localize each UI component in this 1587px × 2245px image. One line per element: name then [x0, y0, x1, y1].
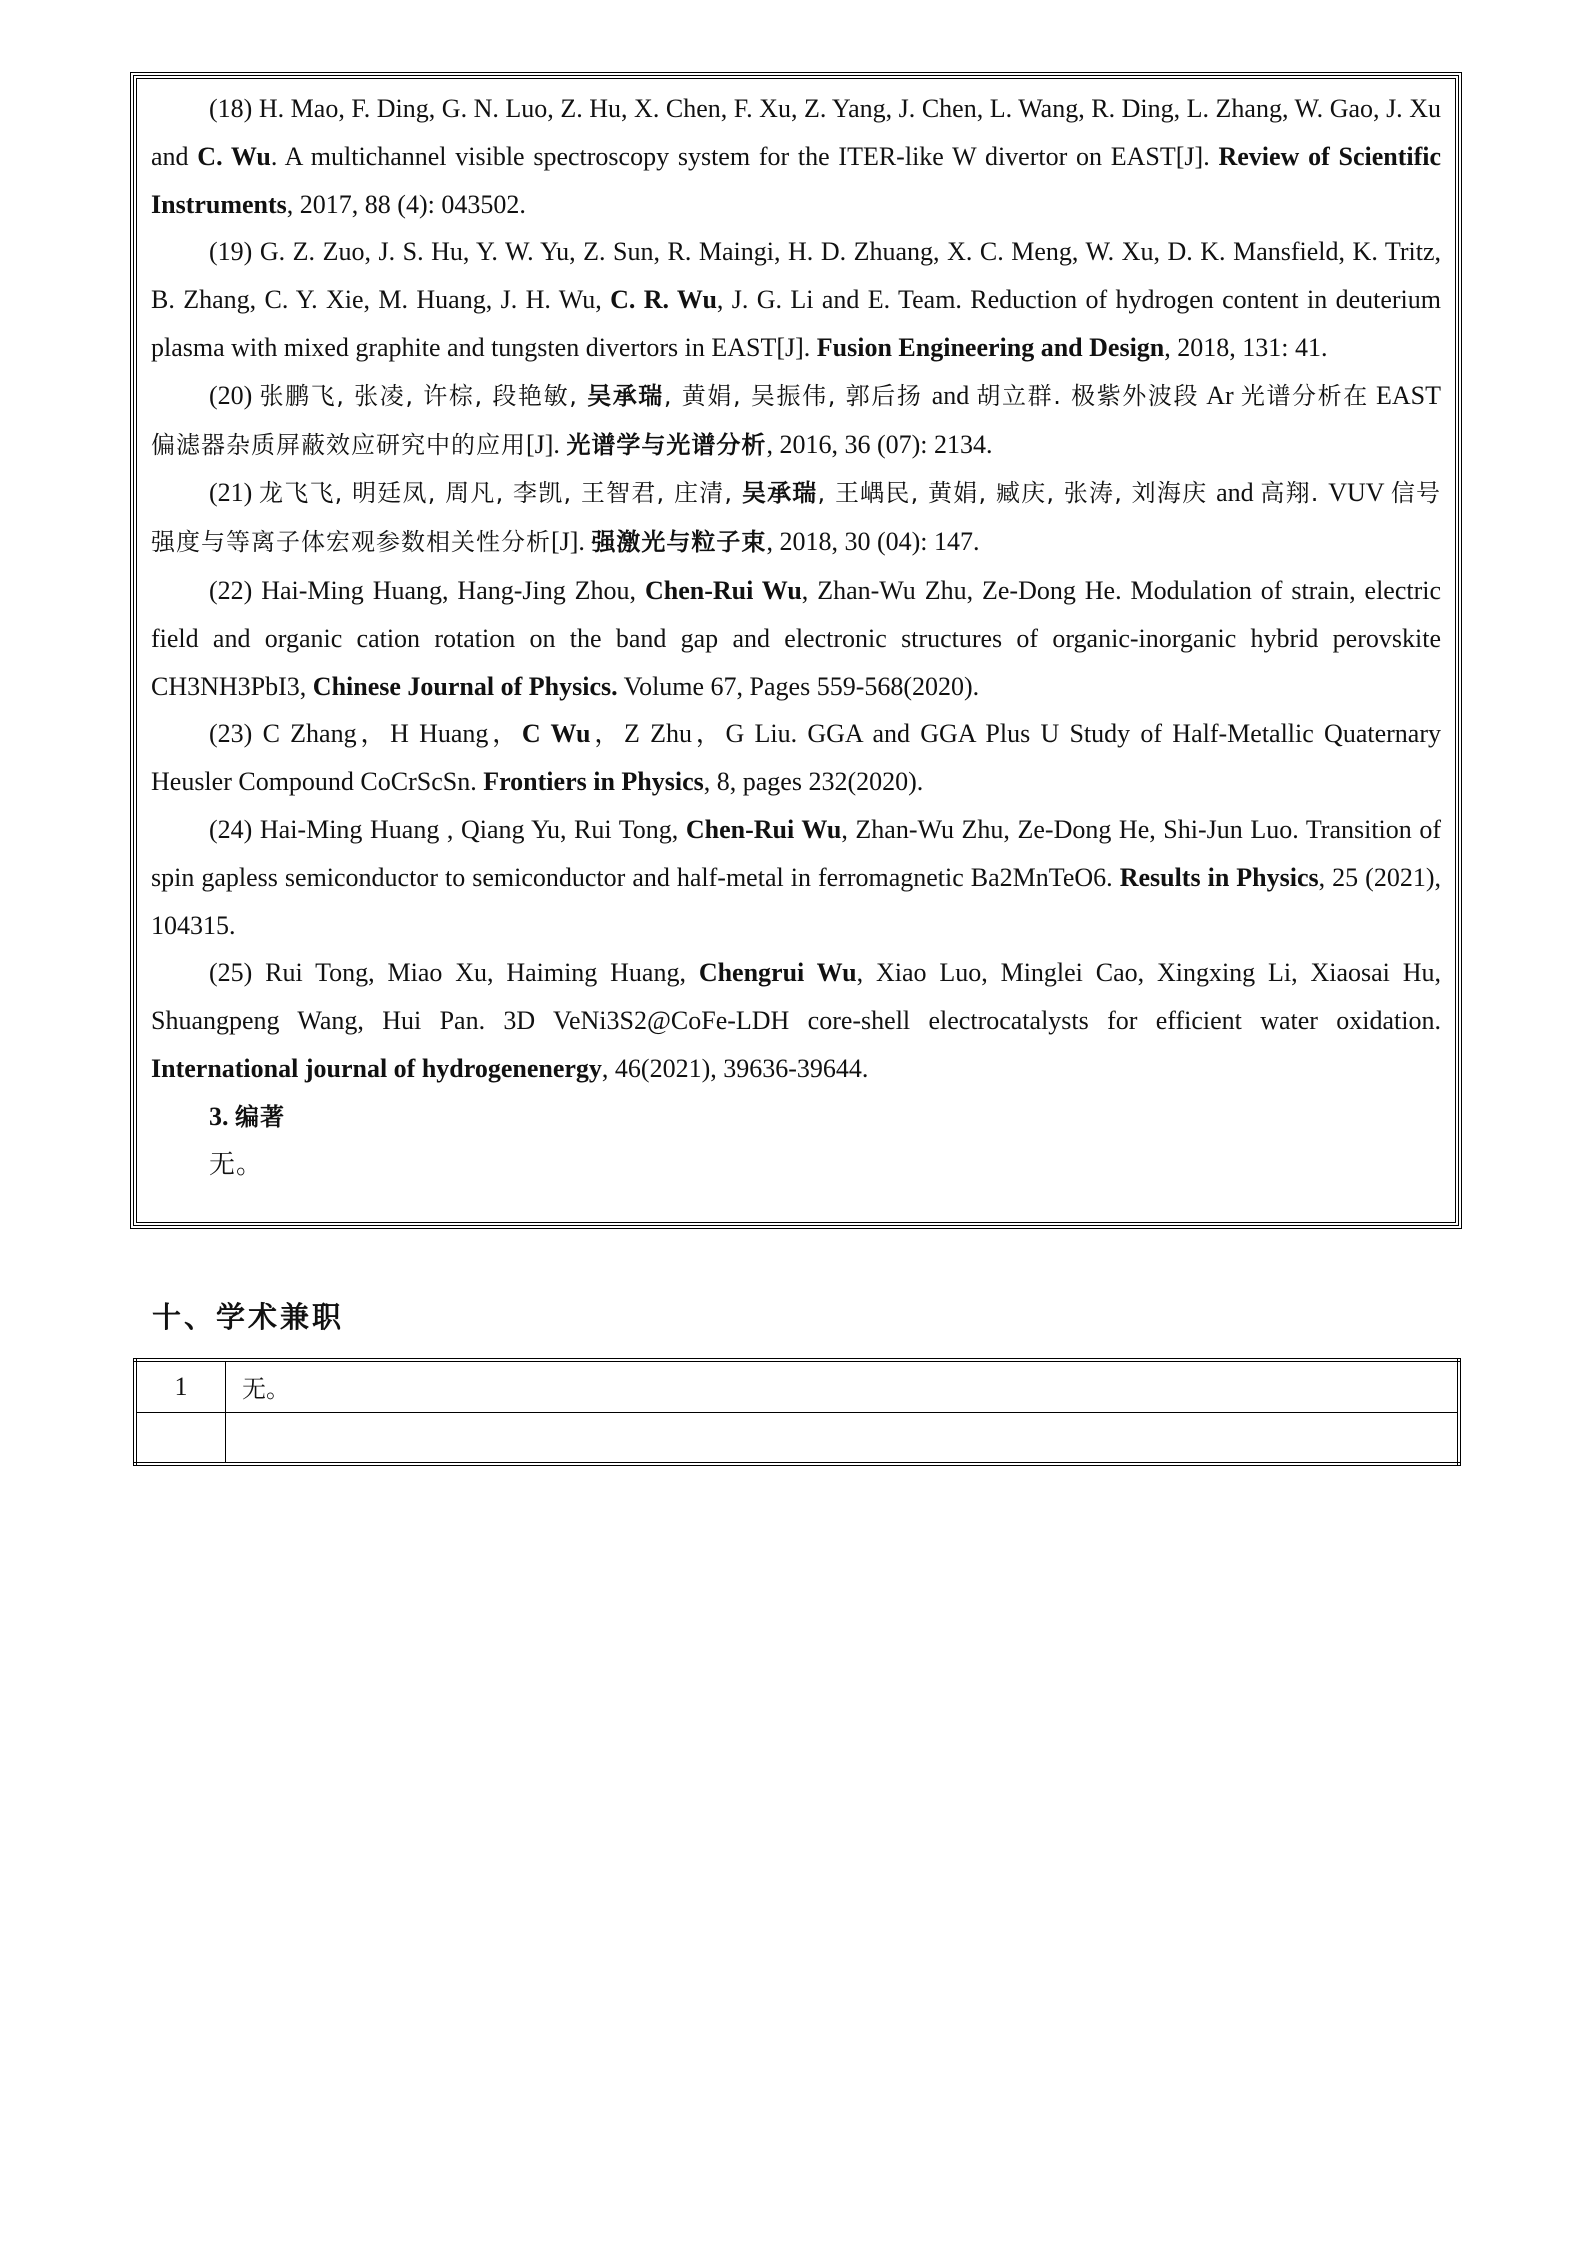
reference-text: and — [931, 380, 977, 410]
reference-bold-text: C Wu — [521, 719, 591, 749]
reference-text: (24) Hai-Ming Huang , Qiang Yu, Rui Tong, — [209, 814, 686, 844]
reference-text: 胡立群. 极紫外波段 — [976, 381, 1200, 410]
reference-text: , 2018, 131: 41. — [1164, 332, 1328, 362]
row-index: 1 — [135, 1360, 226, 1412]
reference-bold-text: C. R. Wu — [610, 285, 717, 315]
reference-bold-text: Results in Physics — [1119, 862, 1319, 892]
reference-item — [151, 372, 1441, 470]
reference-text: , 黄娟, 吴振伟, 郭后扬 — [663, 381, 932, 410]
reference-text: Volume 67, Pages 559-568(2020). — [617, 671, 980, 701]
reference-bold-text: 光谱学与光谱分析 — [566, 430, 767, 459]
reference-text: (21) — [209, 478, 260, 508]
reference-text: . A multichannel visible spectroscopy system for the ITER-like W divertor on EAST[J]. — [270, 141, 1219, 171]
books-heading-text: 编著 — [235, 1102, 285, 1131]
reference-bold-text: International journal of hydrogenenergy — [151, 1053, 602, 1083]
reference-text: (20) — [209, 380, 260, 410]
reference-bold-text: Review of Scientific Instruments — [151, 141, 1442, 219]
section-title-academic-positions: 十、学术兼职 — [152, 1300, 345, 1334]
reference-text: Ar — [1199, 380, 1241, 410]
reference-text: (18) H. Mao, F. Ding, G. N. Luo, Z. Hu, X. Chen, F. Xu, Z. Yang, J. Chen, L. Wang, R. Ding, L. Zhang, W. Gao, J. Xu and — [151, 94, 1441, 171]
reference-item — [151, 469, 1441, 567]
reference-text: , 25 (2021), 104315. — [151, 862, 1441, 940]
reference-bold-text: 强激光与粒子束 — [591, 528, 767, 557]
reference-text: [J]. — [551, 527, 592, 557]
table-row — [135, 1360, 1459, 1412]
reference-bold-text: Chen-Rui Wu — [685, 814, 842, 844]
reference-text: , 2018, 30 (04): 147. — [766, 527, 980, 557]
reference-bold-text: C. Wu — [197, 141, 271, 171]
reference-text: , Zhan-Wu Zhu, Ze-Dong He. Modulation of strain, electric field and organic cation rotation on the band gap and electronic structures of organic-inorganic hybrid perovskite CH3NH3PbI3, — [151, 575, 1442, 701]
reference-text: 信号强度与等离子体宏观参数相关性分析 — [151, 479, 1442, 557]
reference-text: and — [1216, 478, 1261, 508]
reference-bold-text: Frontiers in Physics — [483, 767, 704, 797]
reference-text: , Xiao Luo, Minglei Cao, Xingxing Li, Xiaosai Hu, Shuangpeng Wang, Hui Pan. 3D VeNi3S2@CoFe-LDH core-shell electrocatalysts for efficient water oxidation. — [151, 958, 1441, 1036]
reference-text: , 王嵎民, 黄娟, 臧庆, 张涛, 刘海庆 — [817, 479, 1217, 508]
books-number: 3. — [209, 1101, 229, 1131]
books-heading — [151, 1093, 1441, 1142]
reference-text: EAST — [1368, 380, 1442, 410]
reference-item — [151, 949, 1441, 1092]
reference-item — [151, 710, 1441, 806]
reference-bold-text: Chinese Journal of Physics. — [312, 671, 618, 701]
reference-text: , 2017, 88 (4): 043502. — [286, 189, 526, 219]
reference-text: 偏滤器杂质屏蔽效应研究中的应用 — [151, 430, 526, 459]
reference-item — [151, 228, 1441, 371]
reference-text: 高翔. — [1260, 479, 1329, 508]
reference-text: , 2016, 36 (07): 2134. — [766, 429, 993, 459]
reference-text: 龙飞飞, 明廷凤, 周凡, 李凯, 王智君, 庄清, — [259, 479, 742, 508]
reference-text: , J. G. Li and E. Team. Reduction of hydrogen content in deuterium plasma with mixed graphite and tungsten divertors in EAST[J]. — [151, 285, 1441, 362]
reference-text: (23) C Zhang，H Huang， — [209, 719, 522, 749]
reference-text: (25) Rui Tong, Miao Xu, Haiming Huang, — [209, 958, 699, 988]
books-content: 无。 — [209, 1149, 264, 1180]
reference-item — [151, 806, 1441, 949]
reference-text: VUV — [1328, 478, 1391, 508]
reference-text: , 46(2021), 39636-39644. — [601, 1053, 869, 1083]
reference-text: 张鹏飞, 张凌, 许棕, 段艳敏, — [259, 381, 588, 410]
reference-bold-text: Chengrui Wu — [698, 958, 857, 988]
reference-bold-text: Chen-Rui Wu — [644, 575, 802, 605]
reference-text: [J]. — [526, 429, 567, 459]
reference-text: , Zhan-Wu Zhu, Ze-Dong He, Shi-Jun Luo. Transition of spin gapless semiconductor to semiconductor and half-metal in ferromagnetic Ba2MnTeO6. — [151, 814, 1442, 892]
references-list — [151, 85, 1441, 1189]
reference-bold-text: 吴承瑞 — [587, 381, 664, 410]
reference-text: (19) G. Z. Zuo, J. S. Hu, Y. W. Yu, Z. Sun, R. Maingi, H. D. Zhuang, X. C. Meng, W. Xu, D. K. Mansfield, K. Tritz, B. Zhang, C. Y. Xie, M. Huang, J. H. Wu, — [151, 237, 1441, 315]
reference-text: ，Z Zhu，G Liu. GGA and GGA Plus U Study of Half-Metallic Quaternary Heusler Compound CoCrScSn. — [151, 719, 1441, 797]
row-index — [135, 1412, 226, 1464]
reference-bold-text: Fusion Engineering and Design — [816, 332, 1165, 362]
reference-item — [151, 85, 1441, 228]
table-row — [135, 1412, 1459, 1464]
row-value — [226, 1412, 1460, 1464]
reference-text: 光谱分析在 — [1240, 381, 1369, 410]
reference-item — [151, 567, 1441, 710]
reference-bold-text: 吴承瑞 — [741, 479, 818, 508]
row-value: 无。 — [226, 1360, 1460, 1412]
reference-text: , 8, pages 232(2020). — [703, 767, 924, 797]
reference-text: (22) Hai-Ming Huang, Hang-Jing Zhou, — [209, 575, 645, 605]
academic-positions-table — [133, 1358, 1461, 1466]
